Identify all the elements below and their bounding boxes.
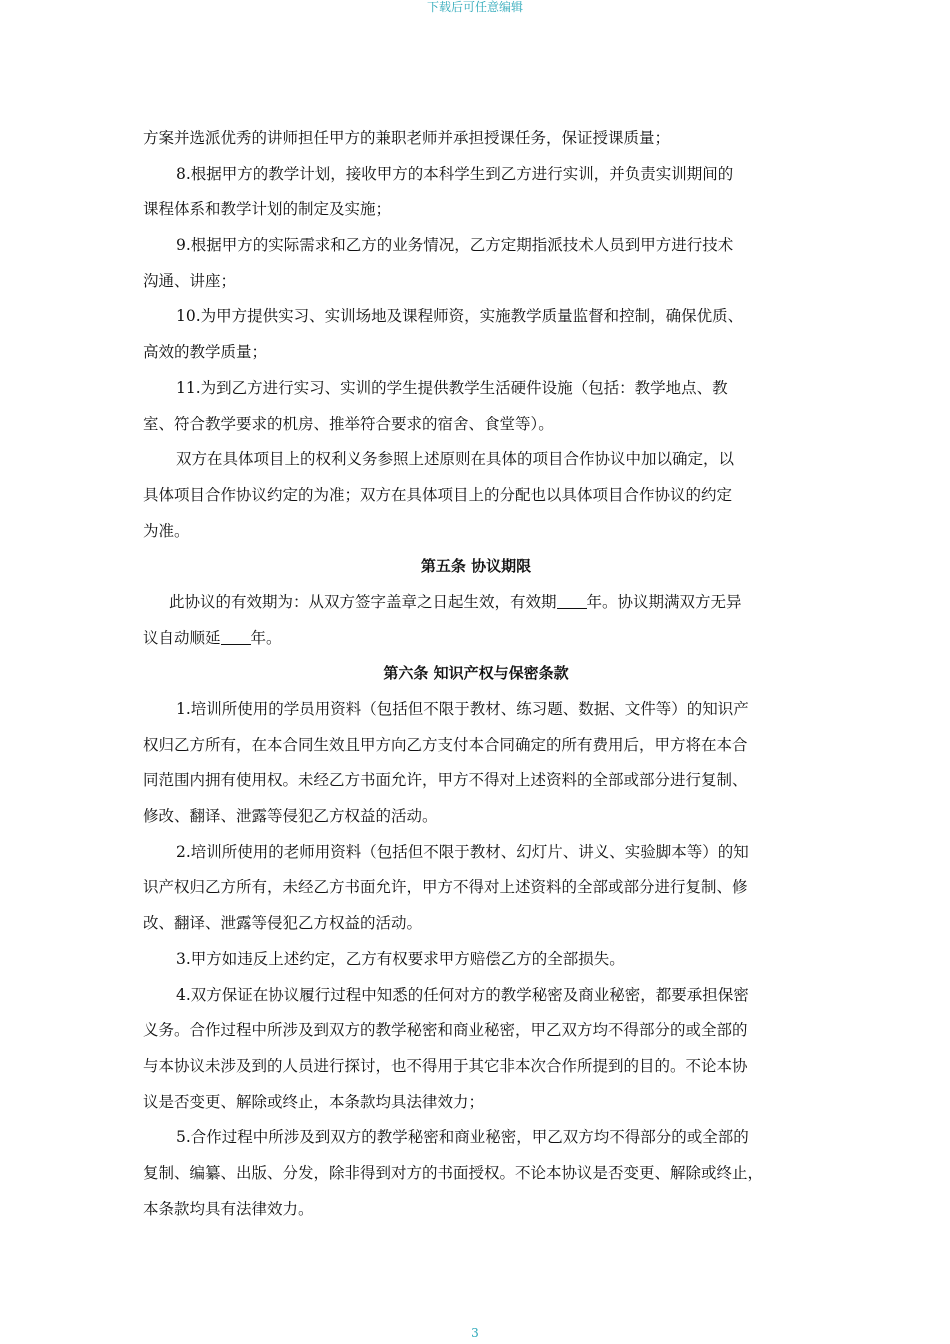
clause-6-3: 3.甲方如违反上述约定，乙方有权要求甲方赔偿乙方的全部损失。	[176, 949, 625, 968]
clause-11: 11.为到乙方进行实习、实训的学生提供教学生活硬件设施（包括：教学地点、教	[176, 378, 728, 397]
text-line: 义务。合作过程中所涉及到双方的教学秘密和商业秘密，甲乙双方均不得部分的或全部的	[143, 1021, 748, 1040]
clause-8: 8.根据甲方的教学计划，接收甲方的本科学生到乙方进行实训，并负责实训期间的	[176, 164, 734, 183]
text-line: 识产权归乙方所有，未经乙方书面允许，甲方不得对上述资料的全部或部分进行复制、修	[143, 878, 748, 897]
blank-field	[557, 592, 587, 609]
text-line: 与本协议未涉及到的人员进行探讨，也不得用于其它非本次合作所提到的目的。不论本协	[143, 1056, 748, 1075]
text-line: 改、翻译、泄露等侵犯乙方权益的活动。	[143, 914, 423, 933]
article-5-text: 此协议的有效期为：从双方签字盖章之日起生效，有效期	[169, 592, 557, 611]
clause-6-5: 5.合作过程中所涉及到双方的教学秘密和商业秘密，甲乙双方均不得部分的或全部的	[176, 1128, 749, 1147]
clause-6-1: 1.培训所使用的学员用资料（包括但不限于教材、练习题、数据、文件等）的知识产	[176, 700, 749, 718]
text-line: 议是否变更、解除或终止，本条款均具法律效力；	[143, 1092, 485, 1111]
article-5-line-2	[143, 621, 809, 657]
text-line: 具体项目合作协议约定的为准；双方在具体项目上的分配也以具体项目合作协议的约定	[143, 485, 733, 504]
article-5-heading: 第五条 协议期限	[420, 557, 532, 576]
text-line: 权归乙方所有，在本合同生效且甲方向乙方支付本合同确定的所有费用后，甲方将在本合	[143, 735, 748, 754]
article-5-text: 年。	[250, 628, 282, 647]
text-line: 高效的教学质量；	[143, 343, 268, 362]
text-line: 修改、翻译、泄露等侵犯乙方权益的活动。	[143, 807, 438, 826]
blank-field	[221, 628, 251, 645]
article-5-text: 议自动顺延	[143, 628, 221, 647]
clause-6-4: 4.双方保证在协议履行过程中知悉的任何对方的教学秘密及商业秘密，都要承担保密	[176, 985, 749, 1004]
article-5-line-1	[143, 585, 809, 621]
text-line: 方案并选派优秀的讲师担任甲方的兼职老师并承担授课任务，保证授课质量；	[143, 129, 671, 147]
clause-9: 9.根据甲方的实际需求和乙方的业务情况，乙方定期指派技术人员到甲方进行技术	[176, 236, 734, 255]
text-line: 室、符合教学要求的机房、推举符合要求的宿舍、食堂等）。	[143, 414, 554, 433]
page-number: 3	[471, 1326, 479, 1340]
text-line: 同范围内拥有使用权。未经乙方书面允许，甲方不得对上述资料的全部或部分进行复制、	[143, 771, 748, 790]
text-line: 沟通、讲座；	[143, 271, 237, 290]
document-body	[143, 121, 809, 1227]
paragraph-start: 双方在具体项目上的权利义务参照上述原则在具体的项目合作协议中加以确定，以	[176, 450, 735, 469]
clause-10: 10.为甲方提供实习、实训场地及课程师资，实施教学质量监督和控制，确保优质、	[176, 307, 744, 326]
clause-6-2: 2.培训所使用的老师用资料（包括但不限于教材、幻灯片、讲义、实验脚本等）的知	[176, 842, 749, 861]
text-line: 本条款均具有法律效力。	[143, 1199, 314, 1218]
text-line: 为准。	[143, 521, 190, 540]
text-line: 课程体系和教学计划的制定及实施；	[143, 200, 392, 219]
article-5-text: 年。协议期满双方无异	[586, 592, 742, 611]
article-6-heading: 第六条 知识产权与保密条款	[383, 664, 569, 683]
text-line: 复制、编纂、出版、分发，除非得到对方的书面授权。不论本协议是否变更、解除或终止，	[143, 1163, 764, 1182]
header-note: 下载后可任意编辑	[426, 0, 523, 14]
